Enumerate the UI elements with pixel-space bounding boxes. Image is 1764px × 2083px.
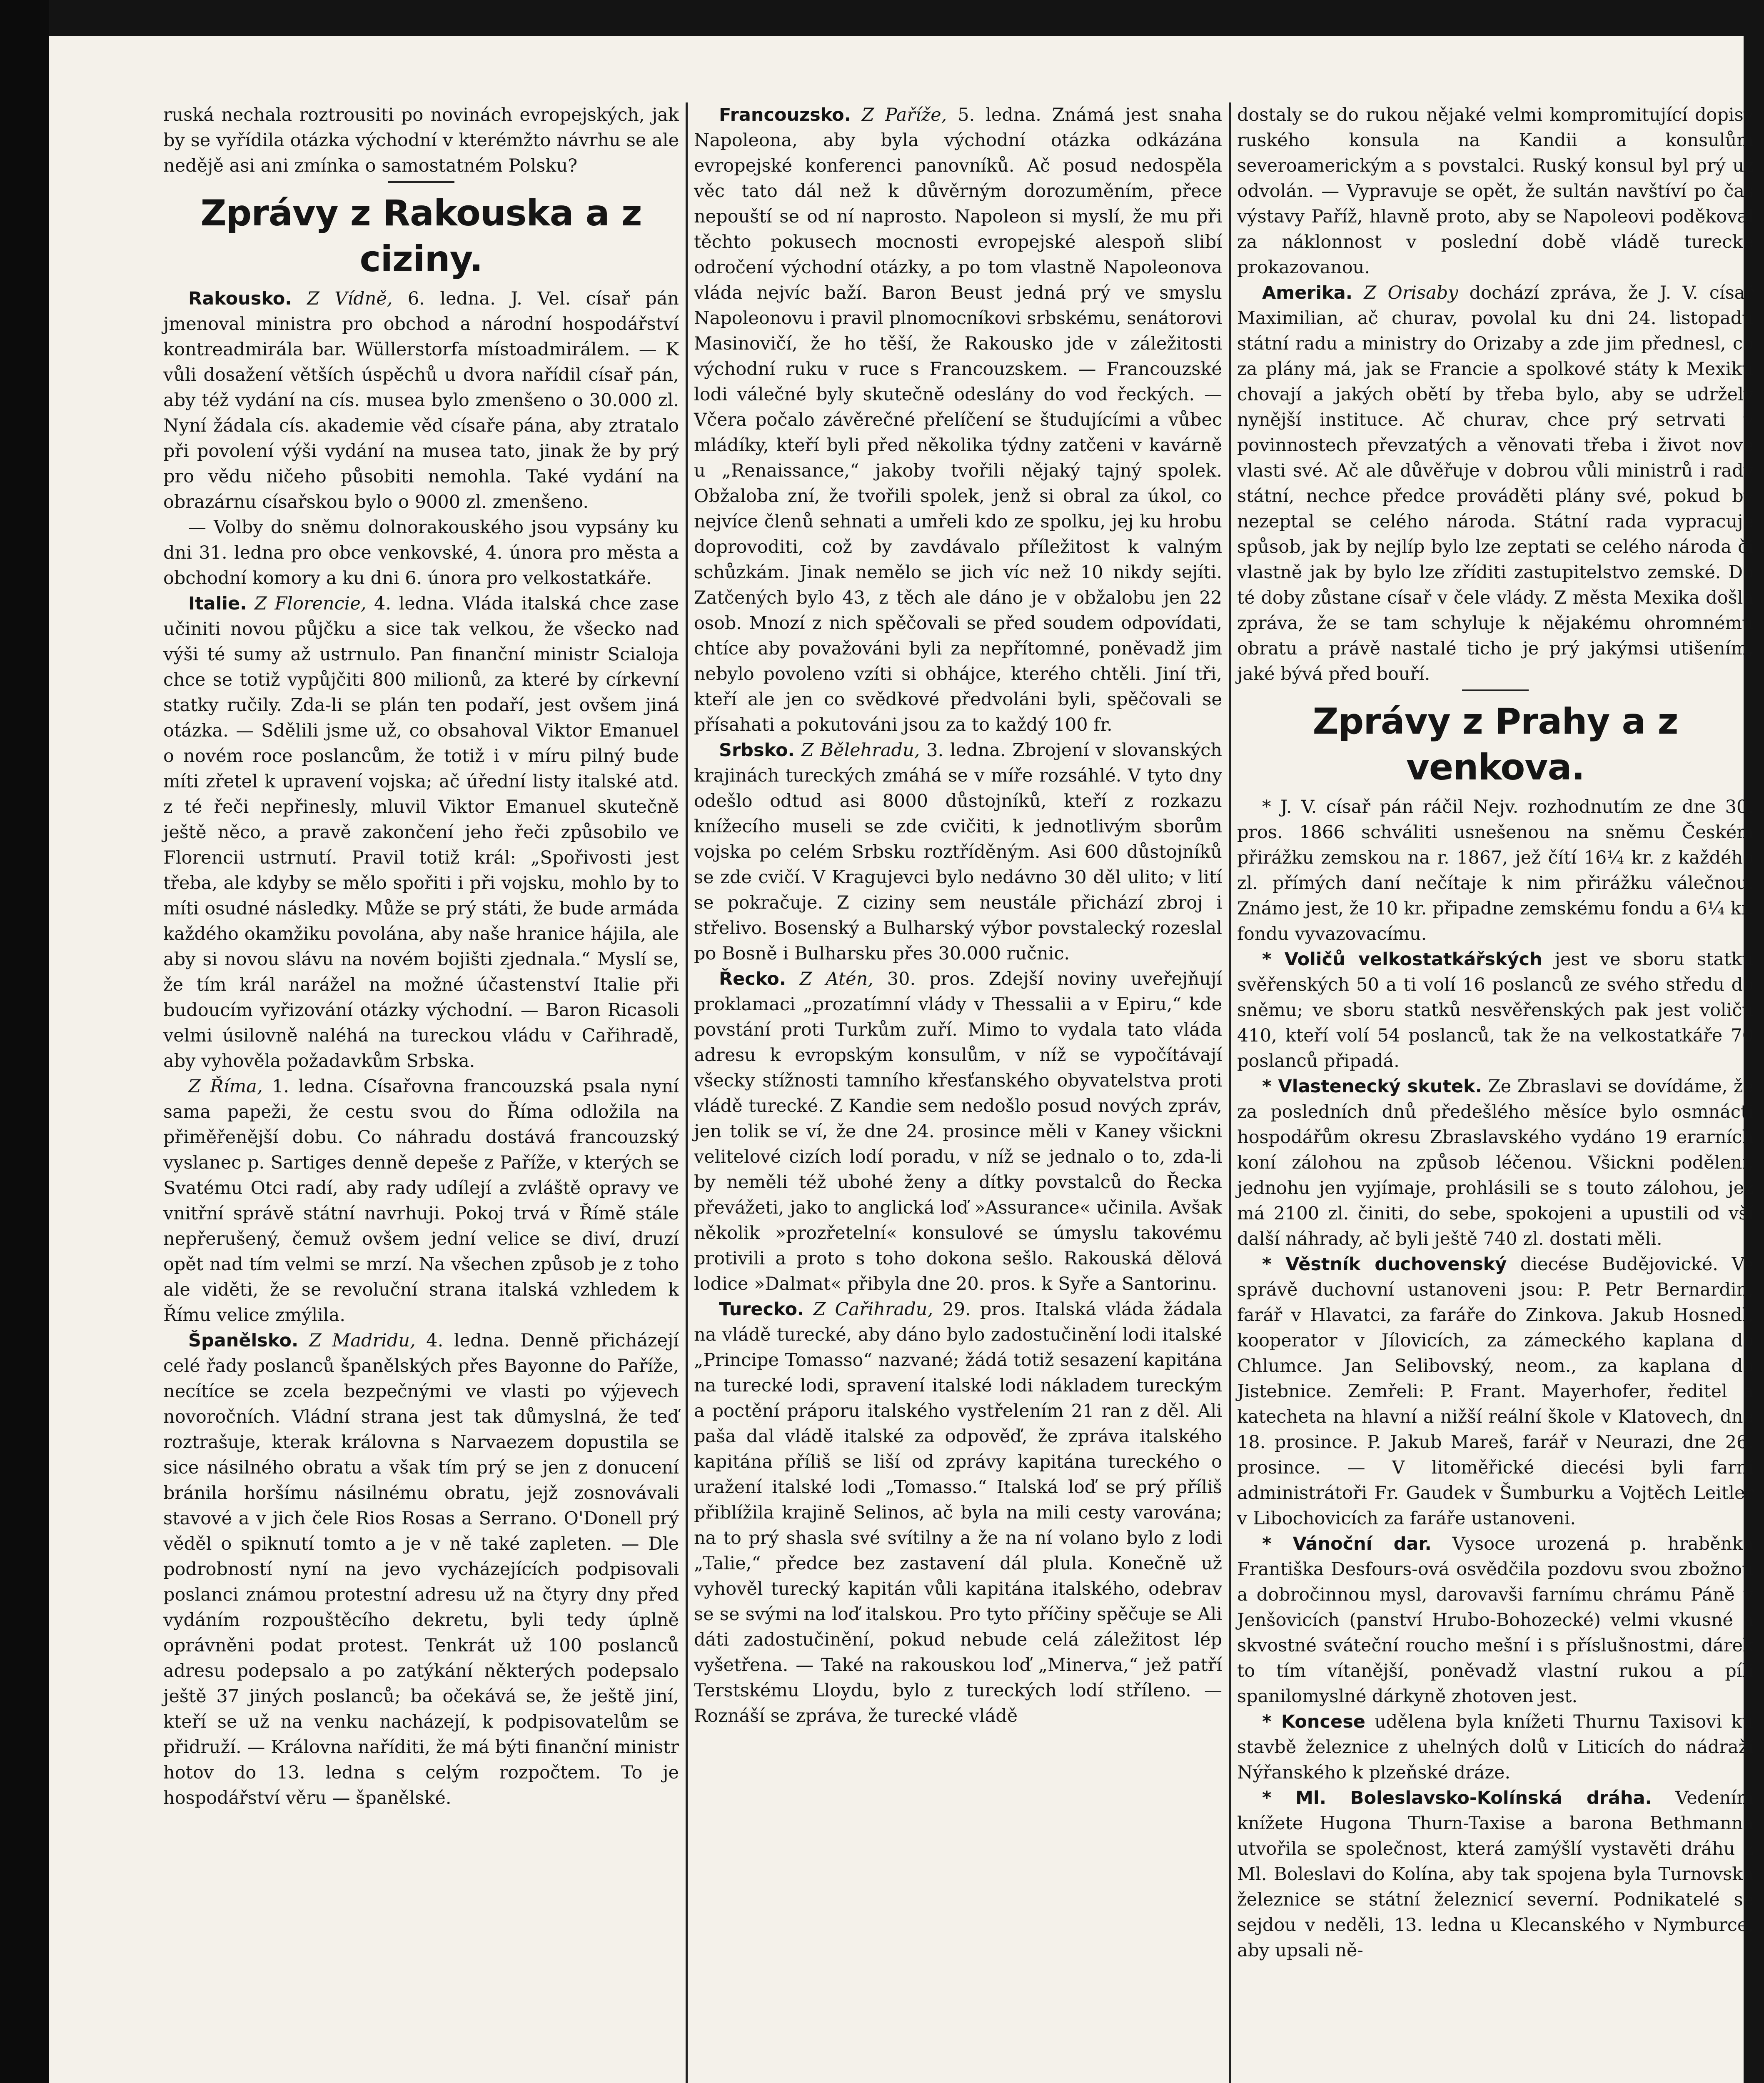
article-place: Z Říma, (188, 1076, 263, 1097)
article-label: Srbsko. (719, 740, 795, 761)
column-3 (1237, 102, 1754, 1963)
article-turecko (694, 1297, 1222, 1729)
article-italie (163, 591, 679, 1074)
article-label: Rakousko. (188, 288, 292, 309)
separator (1462, 689, 1529, 691)
article-label: Amerika. (1262, 282, 1353, 303)
article-label: Italie. (188, 593, 247, 614)
news-item-patriotic-deed (1237, 1074, 1754, 1252)
article-francouzsko (694, 102, 1222, 738)
column-divider (1229, 102, 1231, 2083)
article-place: Z Madridu, (309, 1330, 416, 1351)
article-text: 3. ledna. Zbrojení v slovanských krajinách tureckých zmáhá se v míře rozsáhlé. V tyto dny odešlo odtud asi 8000 důstojníků, kteří z rozkazu knížecího museli se zde cvičiti, k jednotlivým sborům vojska po celém Srbsku roztříděným. Asi 600 důstojníků se zde cvičí. V Kragujevci bylo nedávno 30 děl ulito; v lití se pokračuje. Z ciziny sem neustále přichází zbroj i střelivo. Bosenský a Bulharský výbor povstalecký rozeslal po Bosně i Bulharsku přes 30.000 ručnic. (694, 740, 1222, 964)
news-item-concession (1237, 1709, 1754, 1786)
news-item-label: * Koncese (1262, 1711, 1365, 1732)
article-place: Z Cařihradu, (813, 1299, 933, 1320)
column-divider (686, 102, 688, 2083)
article-text: 6. ledna. J. Vel. císař pán jmenoval ministra pro obchod a národní hospodářství kontreadmirála bar. Wüllerstorfa místoadmirálem. — K vůli dosažení větších úspěchů u dvora nařídil císař pán, aby též vydání na cís. musea bylo zmenšeno o 30.000 zl. Nyní žádala cís. akademie věd císaře pána, aby ztratalo při povolení výši vydání na musea tato, jinak že by prý pro vědu ničeho působiti nemohla. Také vydání na obrazárnu císařskou bylo o 9000 zl. zmenšeno. (163, 288, 679, 512)
news-item-christmas-gift (1237, 1531, 1754, 1709)
news-item-label: * Voličů velkostatkářských (1262, 949, 1542, 970)
news-item-label: * Ml. Boleslavsko-Kolínská dráha. (1262, 1788, 1652, 1808)
article-text: 29. pros. Italská vláda žádala na vládě turecké, aby dáno bylo zadostučinění lodi italské „Principe Tomasso“ nazvané; žádá totiž sesazení kapitána na turecké lodi, spravení italské lodi nákladem tureckým a poctění práporu italského vystřelením 21 ran z děl. Ali paša dal vládě italské za odpověď, že zpráva italského kapitána příliš se liší od zprávy kapitána tureckého o uražení italské lodi „Tomasso.“ Italská loď se prý příliš přiblížila krajině Selinos, ač byla na mili cesty varována; na to prý shasla své svítilny a že na ní volano bylo z lodi „Talie,“ předce bez zastavení dál plula. Konečně už vyhověl turecký kapitán vůli kapitána italského, odebrav se se svými na loď italskou. Pro tyto příčiny spěčuje se Ali dáti zadostučinění, pokud nebude celá záležitost lép vyšetřena. — Také na rakouskou loď „Minerva,“ jež patří Terstskému Lloydu, bylo z tureckých lodí stříleno. — Roznáší se zpráva, že turecké vládě (694, 1299, 1223, 1726)
scan-dark-edge (0, 0, 49, 2083)
article-label: Řecko. (719, 969, 786, 989)
news-item-railway (1237, 1786, 1754, 1963)
article-place: Z Bělehradu, (801, 740, 920, 761)
news-item-clergy (1237, 1252, 1754, 1531)
news-item-text: Vedením knížete Hugona Thurn-Taxise a barona Bethmanna utvořila se společnost, která zamýšlí vystavěti dráhu z Ml. Boleslavi do Kolína, aby tak spojena byla Turnovská železnice se státní železnicí severní. Podnikatelé se sejdou v neděli, 13. ledna u Klecanského v Nymburce, aby upsali ně- (1237, 1788, 1754, 1961)
article-text: 30. pros. Zdejší noviny uveřejňují proklamaci „prozatímní vlády v Thessalii a v Epiru,“ kde povstání proti Turkům zuří. Mimo to vydala tato vláda adresu k evropským konsulům, v níž se vypočítávají všecky stížnosti tamního křesťanského obyvatelstva proti vládě turecké. Z Kandie sem nedošlo posud nových zpráv, jen tolik se ví, že dne 24. prosince měli v Kaney všickni velitelové cizích lodí poradu, v níž se jednalo o to, zda-li by neměli též ubohé ženy a dítky povstalců do Řecka převážeti, jako to anglická loď »Assurance« učinila. Avšak několik »prozřetelní« konsulové se úmyslu takovému protivili a proto s toho dokona sešlo. Rakouská dělová lodice »Dalmat« přibyla dne 20. pros. k Syře a Santorinu. (694, 969, 1222, 1294)
article-label: Španělsko. (188, 1330, 299, 1351)
news-item-text: udělena byla knížeti Thurnu Taxisovi ku stavbě železnice z uhelných dolů v Liticích do nádraží Nýřanského k plzeňské dráze. (1237, 1711, 1754, 1783)
section-heading-foreign: Zprávy z Rakouska a z ciziny. (200, 192, 642, 280)
article-rakousko (163, 286, 679, 515)
article-text: 4. ledna. Denně přicházejí celé řady poslanců španělských přes Bayonne do Paříže, necítíce se zcela bezpečnými ve vlasti po výjevech novoročních. Vládní strana jest tak důmyslná, že teď roztrašuje, kterak královna s Narvaezem dopustila se sice násilného obratu a však tím prý se jen z donucení bránila horšímu násilnému obratu, jejž zosnovávali stavové a v jich čele Rios Rosas a Serrano. O'Donell prý věděl o spiknutí tomto a je v ně také zapleten. — Dle podrobností nyní na jevo vycházejících podpisovali poslanci známou protestní adresu už na čtyry dny před vydáním rozpouštěcího dekretu, byli tedy úplně oprávněni podat protest. Tenkrát už 100 poslanců adresu podepsalo a po zatýkání některých podepsalo ještě 37 jiných poslanců; ba očekává se, že ještě jiní, kteří se už na venku nacházejí, k podpisovatelům se přidruží. — Královna naříditi, že má býti finanční ministr hotov do 13. ledna s celým rozpočtem. To je hospodářství věru — španělské. (163, 1330, 679, 1808)
news-item-label: * Věstník duchovenský (1262, 1254, 1507, 1275)
column-1-intro: ruská nechala roztrousiti po novinách evropejských, jak by se vyřídila otázka východní v kterémžto návrhu se ale nedějě asi ani zmínka o samostatném Polsku? (163, 105, 679, 176)
article-text: dochází zpráva, že J. V. císař Maximilian, ač churav, povolal ku dni 24. listopadu státní radu a ministry do Orizaby a zde jim přednesl, co za plány má, jak se Francie a spolkové státy k Mexiku chovají a jakých obětí by třeba bylo, aby se udržely nynější instituce. Ač churav, chce prý setrvati v povinnostech převzatých a věnovati třeba i život nové vlasti své. Ač ale důvěřuje v dobrou vůli ministrů i rady státní, nechce předce prováděti plány své, pokud by nezeptal se celého národa. Státní rada vypracuje spůsob, jak by nejlíp bylo lze zeptati se celého národa či vlastně jak by bylo lze zříditi zastupitelstvo zemské. Do té doby zůstane císař v čele vlády. Z města Mexika došla zpráva, že se tam schyluje k nějakému ohromnému obratu a právě nastalé ticho je prý jakýmsi utišením, jaké bývá před bouří. (1237, 282, 1754, 684)
separator (388, 181, 454, 183)
newspaper-page (49, 36, 1754, 2083)
news-item-tax: * J. V. císař pán ráčil Nejv. rozhodnutím ze dne 30. pros. 1866 schváliti usnešenou na sněmu Českém přirážku zemskou na r. 1867, jež čítí 16¼ kr. z každého zl. přímých daní nečítaje k nim přirážku válečnou. Známo jest, že 10 kr. připadne zemskému fondu a 6¼ kr. fondu vyvazovacímu. (1237, 797, 1754, 944)
news-item-voters (1237, 947, 1754, 1074)
article-place: Z Paříže, (861, 105, 947, 125)
news-item-label: * Vlastenecký skutek. (1262, 1076, 1482, 1097)
news-item-text: diecése Budějovické. Ve správě duchovní ustanoveni jsou: P. Petr Bernardin, farář v Hlavatci, za faráře do Zinkova. Jakub Hosnedl, kooperator v Jílovicích, za zámeckého kaplana do Chlumce. Jan Selibovský, neom., za kaplana do Jistebnice. Zemřeli: P. Frant. Mayerhofer, ředitel a katecheta na hlavní a nižší reální škole v Klatovech, dne 18. prosince. P. Jakub Mareš, farář v Neurazi, dne 26. prosince. — V litoměřické diecési byli farní administrátoři Fr. Gaudek v Šumburku a Vojtěch Leitler v Libochovicích za faráře ustanoveni. (1237, 1254, 1754, 1529)
column-3-lead: dostaly se do rukou nějaké velmi kompromitující dopisy ruského konsula na Kandii a konsulům severoamerickým a s povstalci. Ruský konsul byl prý už odvolán. — Vypravuje se opět, že sultán navštíví po čas výstavy Paříž, hlavně proto, aby se Napoleovi poděkoval za náklonnost v poslední době vládě turecké prokazovanou. (1237, 105, 1754, 278)
article-label: Francouzsko. (719, 105, 851, 125)
section-heading-local: Zprávy z Prahy a z venkova. (1312, 701, 1678, 788)
article-place: Z Orisaby (1364, 282, 1458, 303)
article-text: 5. ledna. Známá jest snaha Napoleona, aby byla východní otázka odkázána evropejské konferenci panovníků. Ač posud nedospěla věc tato dál než k důvěrným dorozuměním, přece nepouští se od ní naprosto. Napoleon si myslí, že mu při těchto pokusech mocnosti evropejské alespoň slibí odročení východní otázky, a po tom vlastně Napoleonova vláda nejvíc baží. Baron Beust jedná prý ve smyslu Napoleonovu i pravil plnomocníkovi srbskému, senátorovi Masinovičí, že ho těší, že Rakousko jde v záležitosti východní ruku v ruce s Francouzskem. — Francouzské lodi válečné byly skutečně odeslány do vod řeckých. — Včera počalo závěrečné přelíčení se študujícími a vůbec mládíky, kteří byli před několika týdny zatčeni v kavárně u „Renaissance,“ jakoby tvořili nějaký tajný spolek. Obžaloba zní, že tvořili spolek, jenž si obral za úkol, co nejvíce členů sehnati a umřeli kdo ze spolku, jej ku hrobu doprovoditi, což by zavdávalo příležitost k valným schůzkám. Jinak nemělo se jich víc než 10 nikdy sejíti. Zatčených bylo 43, z těch ale dáno je v obžalobu jen 22 osob. Mnozí z nich spěčovali se před soudem odpovídati, chtíce aby považováni byli za nepřítomné, poněvadž jim nebylo povoleno vzíti si obhájce, kterého chtěli. Jiní tři, kteří ale jen co svědkové předvoláni byli, spěčovali se přísahati a pokutováni jsou za to každý 100 fr. (694, 105, 1222, 735)
article-volby: — Volby do sněmu dolnorakouského jsou vypsány ku dni 31. ledna pro obce venkovské, 4. února pro města a obchodní komory a ku dni 6. února pro velkostatkáře. (163, 517, 679, 589)
article-text: 4. ledna. Vláda italská chce zase učiniti novou půjčku a sice tak velkou, že všecko nad výši té sumy až ustrnulo. Pan finanční ministr Scialoja chce se totiž vypůjčiti 800 milionů, za které by církevní statky ručily. Zda-li se plán ten podaří, jest ovšem jiná otázka. — Sdělili jsme už, co obsahoval Viktor Emanuel o novém roce poslancům, že totiž i v míru pilný bude míti zřetel k upravení vojska; ač úřední listy italské atd. z té řeči nepřinesly, mluvil Viktor Emanuel skutečně ještě něco, a pravě zakončení jeho řeči způsobilo ve Florencii ustrnutí. Pravil totiž král: „Spořivosti jest třeba, ale kdyby se mělo spořiti i při vojsku, mohlo by to míti osudné následky. Může se prý státi, že bude armáda každého okamžiku povolána, aby naše hranice hájila, ale aby si novou slávu na novém bojišti zjednala.“ Myslí se, že tím král narážel na možné účastenství Italie při budoucím vyřizování otázky východní. — Baron Ricasoli velmi úsilovně naléhá na tureckou vládu v Cařihradě, aby vyhověla požadavkům Srbska. (163, 593, 679, 1071)
article-place: Z Vídně, (307, 288, 393, 309)
column-1 (163, 102, 679, 1811)
article-place: Z Atén, (799, 969, 873, 989)
news-item-text: Vysoce urozená p. hraběnka Františka Desfours-ová osvědčila pozdovu svou zbožnou a dobročinnou mysl, darovavši farnímu chrámu Páně v Jenšovicích (panství Hrubo-Bohozecké) velmi vkusné a skvostné sváteční roucho mešní i s příslušnostmi, dárek to tím vítanější, poněvadž vlastní rukou a píli spanilomyslné dárkyně zhotoven jest. (1237, 1534, 1754, 1707)
article-place: Z Florencie, (254, 593, 367, 614)
article-text: 1. ledna. Císařovna francouzská psala nyní sama papeži, že cestu svou do Říma odložila na přiměřenější dobu. Co náhradu dostává francouzský vyslanec p. Sartiges denně depeše z Paříže, v kterých se Svatému Otci radí, aby rady udílejí a zvláště opravy ve vnitřní správě státní navrhuji. Pokoj trvá v Římě stále nepřerušený, čemuž ovšem jední velice se diví, druzí opět nad tím velmi se mrzí. Na všechen způsob je z toho ale viděti, že se revoluční strana italská vzhledem k Římu velice zmýlila. (163, 1076, 679, 1326)
article-rim (163, 1074, 679, 1328)
article-recko (694, 967, 1222, 1297)
article-spanelsko (163, 1328, 679, 1811)
article-amerika (1237, 280, 1754, 687)
article-label: Turecko. (719, 1299, 804, 1320)
news-item-text: Ze Zbraslavi se dovídáme, že za posledních dnů předešlého měsíce bylo osmnácti hospodářům okresu Zbraslavského vydáno 19 erarních koní zálohou na způsob léčenou. Všickni podělení, jednohu jen vyjímaje, prohlásili se s touto zálohou, jež má 2100 zl. činiti, do sebe, spokojeni a upustili od vší další náhrady, ač byli ještě 740 zl. dostati měli. (1237, 1076, 1754, 1249)
news-item-label: * Vánoční dar. (1262, 1534, 1432, 1554)
news-item-text: jest ve sboru statků svěřenských 50 a ti volí 16 poslanců ze svého středu do sněmu; ve sboru statků nesvěřenských pak jest voličů 410, kteří volí 54 poslanců, tak že na velkostatkáře 70 poslanců připadá. (1237, 949, 1754, 1071)
article-srbsko (694, 738, 1222, 967)
column-2 (694, 102, 1222, 1729)
